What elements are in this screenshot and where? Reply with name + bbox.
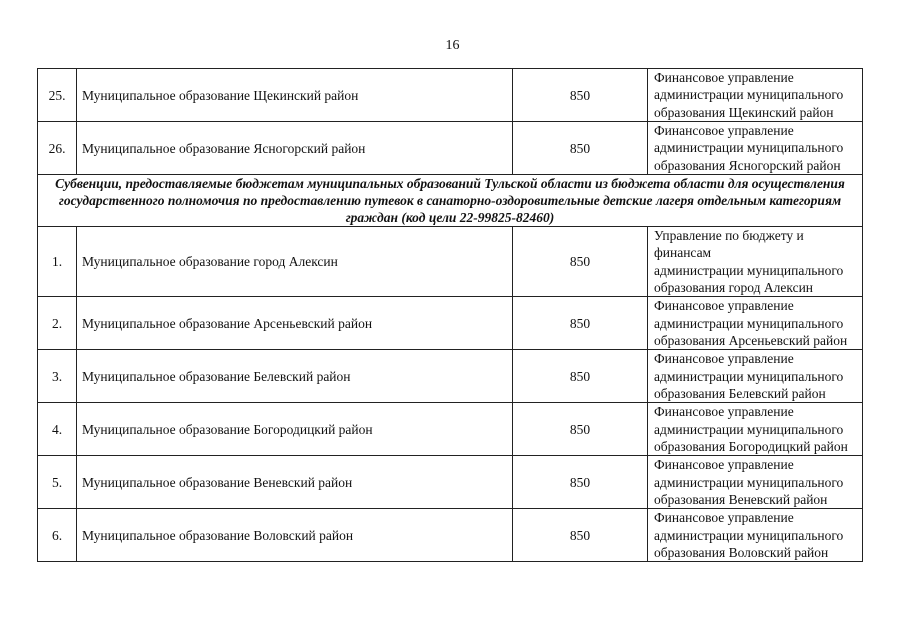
section-heading: Субвенции, предоставляемые бюджетам муниципальных образований Тульской области из бюджета области для осуществления государственного полномочия по предоставлению путевок в санаторно-оздоровительные детские лагеря отдельным категориям граждан (код цели 22-99825-82460) bbox=[38, 175, 863, 227]
row-number: 2. bbox=[38, 297, 77, 350]
table-row bbox=[38, 69, 863, 122]
row-number: 26. bbox=[38, 122, 77, 175]
financial-body: Финансовое управление администрации муниципального образования Щекинский район bbox=[648, 69, 863, 122]
table-row bbox=[38, 297, 863, 350]
financial-body: Управление по бюджету и финансам администрации муниципального образования город Алексин bbox=[648, 227, 863, 297]
row-number: 4. bbox=[38, 403, 77, 456]
municipality-name: Муниципальное образование Щекинский район bbox=[77, 69, 513, 122]
row-number: 1. bbox=[38, 227, 77, 297]
municipality-name: Муниципальное образование Ясногорский район bbox=[77, 122, 513, 175]
financial-body: Финансовое управление администрации муниципального образования Воловский район bbox=[648, 509, 863, 562]
table-row bbox=[38, 456, 863, 509]
financial-body: Финансовое управление администрации муниципального образования Арсеньевский район bbox=[648, 297, 863, 350]
financial-body: Финансовое управление администрации муниципального образования Белевский район bbox=[648, 350, 863, 403]
ministry-code: 850 bbox=[513, 403, 648, 456]
financial-body: Финансовое управление администрации муниципального образования Богородицкий район bbox=[648, 403, 863, 456]
section-heading-row bbox=[38, 175, 863, 227]
municipality-name: Муниципальное образование Богородицкий район bbox=[77, 403, 513, 456]
row-number: 25. bbox=[38, 69, 77, 122]
municipality-name: Муниципальное образование Белевский район bbox=[77, 350, 513, 403]
table-row bbox=[38, 227, 863, 297]
table-row bbox=[38, 122, 863, 175]
subsidy-table bbox=[37, 68, 863, 562]
row-number: 3. bbox=[38, 350, 77, 403]
municipality-name: Муниципальное образование город Алексин bbox=[77, 227, 513, 297]
municipality-name: Муниципальное образование Арсеньевский район bbox=[77, 297, 513, 350]
ministry-code: 850 bbox=[513, 456, 648, 509]
municipality-name: Муниципальное образование Воловский район bbox=[77, 509, 513, 562]
table-row bbox=[38, 509, 863, 562]
financial-body: Финансовое управление администрации муниципального образования Ясногорский район bbox=[648, 122, 863, 175]
ministry-code: 850 bbox=[513, 350, 648, 403]
ministry-code: 850 bbox=[513, 297, 648, 350]
page-number: 16 bbox=[445, 38, 460, 53]
ministry-code: 850 bbox=[513, 227, 648, 297]
table-row bbox=[38, 403, 863, 456]
row-number: 5. bbox=[38, 456, 77, 509]
table-row bbox=[38, 350, 863, 403]
ministry-code: 850 bbox=[513, 509, 648, 562]
ministry-code: 850 bbox=[513, 122, 648, 175]
ministry-code: 850 bbox=[513, 69, 648, 122]
municipality-name: Муниципальное образование Веневский район bbox=[77, 456, 513, 509]
row-number: 6. bbox=[38, 509, 77, 562]
financial-body: Финансовое управление администрации муниципального образования Веневский район bbox=[648, 456, 863, 509]
